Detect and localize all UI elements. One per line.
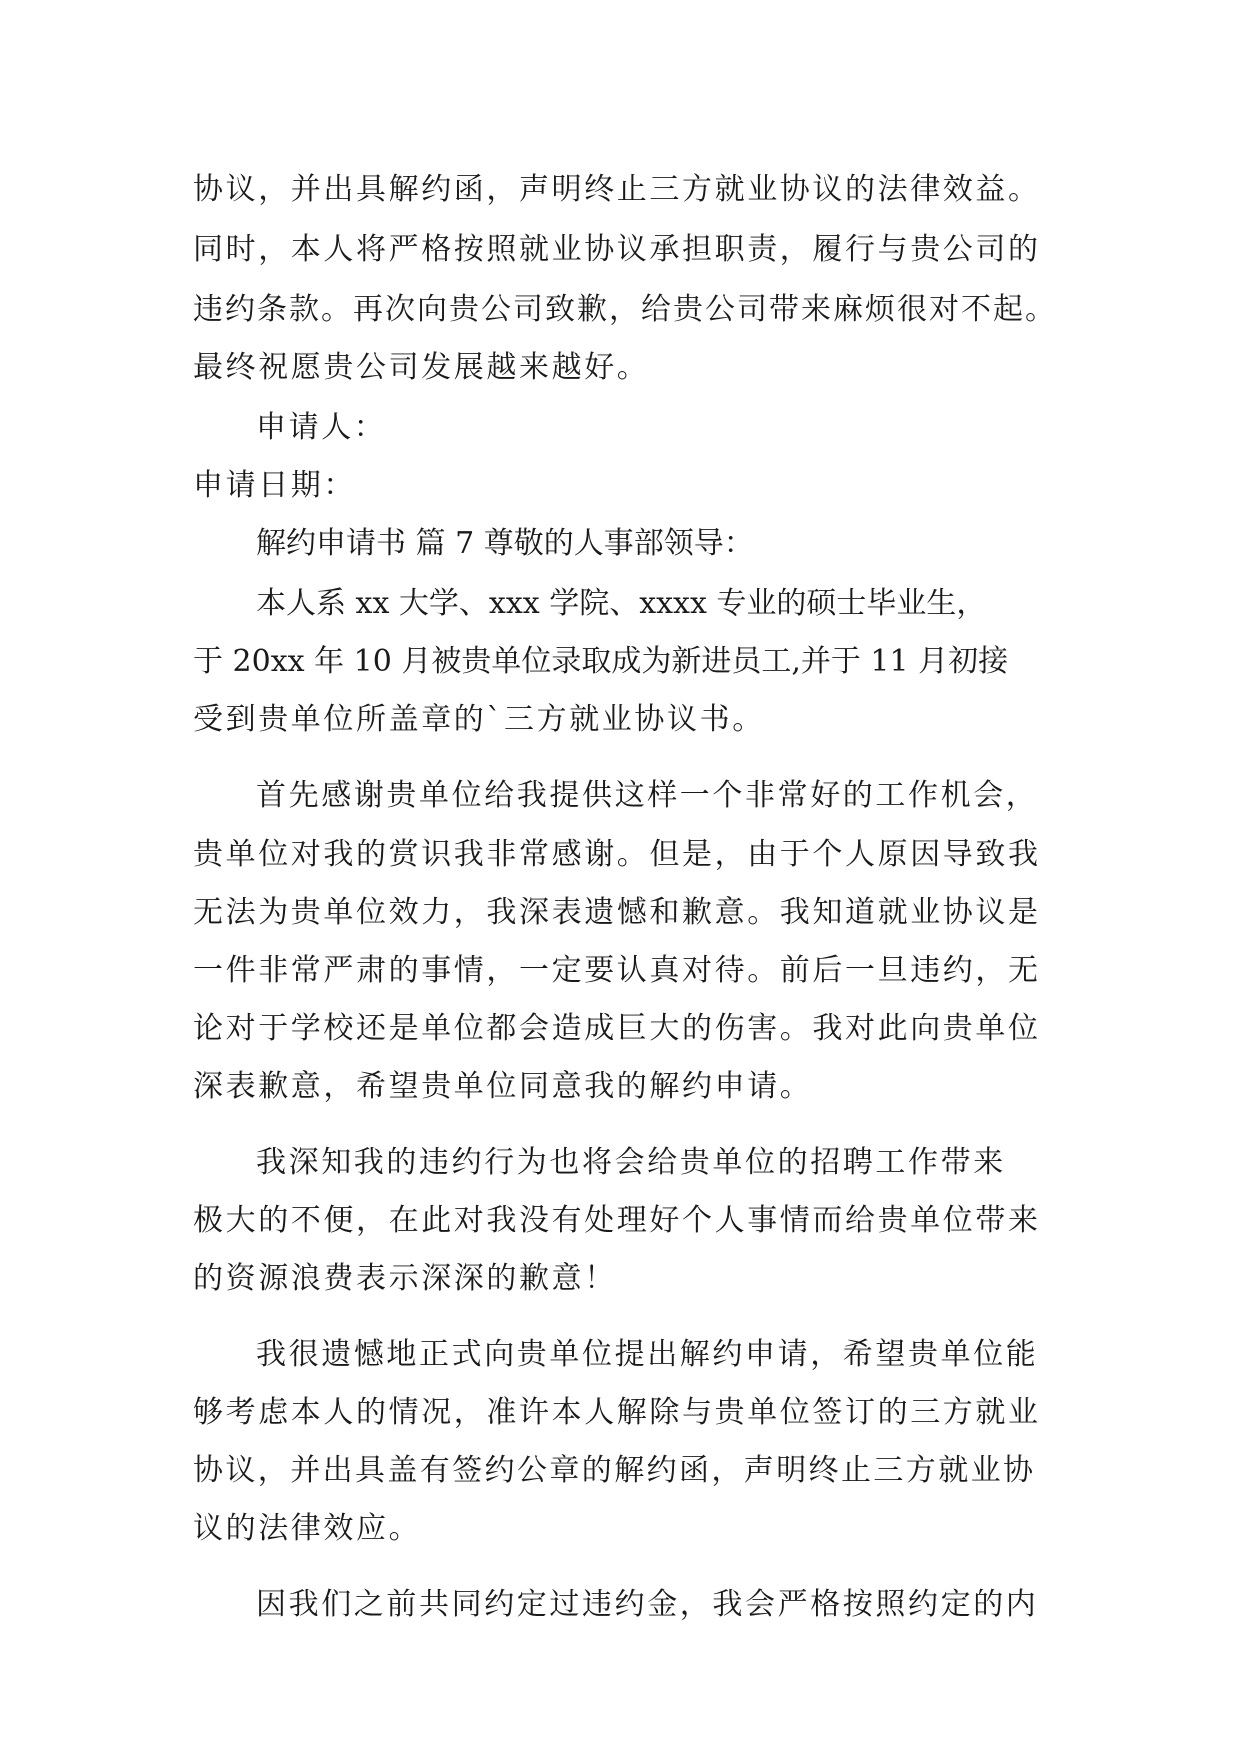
text-line: 的资源浪费表示深深的歉意！ [193, 1261, 617, 1296]
text-line: 一件非常严肃的事情，一定要认真对待。前后一旦违约，无 [193, 953, 1041, 988]
text-line: 于 20xx 年 10 月被贵单位录取成为新进员工,并于 11 月初接 [193, 644, 1009, 679]
text-line: 议的法律效应。 [193, 1511, 422, 1546]
text-line: 贵单位对我的赏识我非常感谢。但是，由于个人原因导致我 [193, 837, 1041, 872]
text-line: 我深知我的违约行为也将会给贵单位的招聘工作带来 [256, 1145, 1006, 1180]
text-line: 最终祝愿贵公司发展越来越好。 [193, 350, 650, 385]
text-line: 违约条款。再次向贵公司致歉，给贵公司带来麻烦很对不起。 [193, 292, 1057, 327]
date-label: 申请日期： [193, 468, 356, 503]
text-line: 无法为贵单位效力，我深表遗憾和歉意。我知道就业协议是 [193, 895, 1041, 930]
text-line: 受到贵单位所盖章的`三方就业协议书。 [193, 702, 765, 737]
text-line: 论对于学校还是单位都会造成巨大的伤害。我对此向贵单位 [193, 1011, 1041, 1046]
text-line: 因我们之前共同约定过违约金，我会严格按照约定的内 [256, 1587, 1039, 1622]
section-heading: 解约申请书 篇 7 尊敬的人事部领导： [256, 526, 754, 561]
text-line: 深表歉意，希望贵单位同意我的解约申请。 [193, 1069, 813, 1104]
signature-label: 申请人： [256, 410, 387, 445]
text-line: 协议，并出具盖有签约公章的解约函，声明终止三方就业协 [193, 1453, 1036, 1488]
text-line: 够考虑本人的情况，准许本人解除与贵单位签订的三方就业 [193, 1395, 1041, 1430]
text-line: 我很遗憾地正式向贵单位提出解约申请，希望贵单位能 [256, 1337, 1039, 1372]
text-line: 协议，并出具解约函，声明终止三方就业协议的法律效益。 [193, 172, 1041, 207]
text-line: 本人系 xx 大学、xxx 学院、xxxx 专业的硕士毕业生， [256, 586, 987, 621]
text-line: 极大的不便，在此对我没有处理好个人事情而给贵单位带来 [193, 1203, 1041, 1238]
text-line: 首先感谢贵单位给我提供这样一个非常好的工作机会， [256, 778, 1039, 813]
text-line: 同时，本人将严格按照就业协议承担职责，履行与贵公司的 [193, 232, 1041, 267]
